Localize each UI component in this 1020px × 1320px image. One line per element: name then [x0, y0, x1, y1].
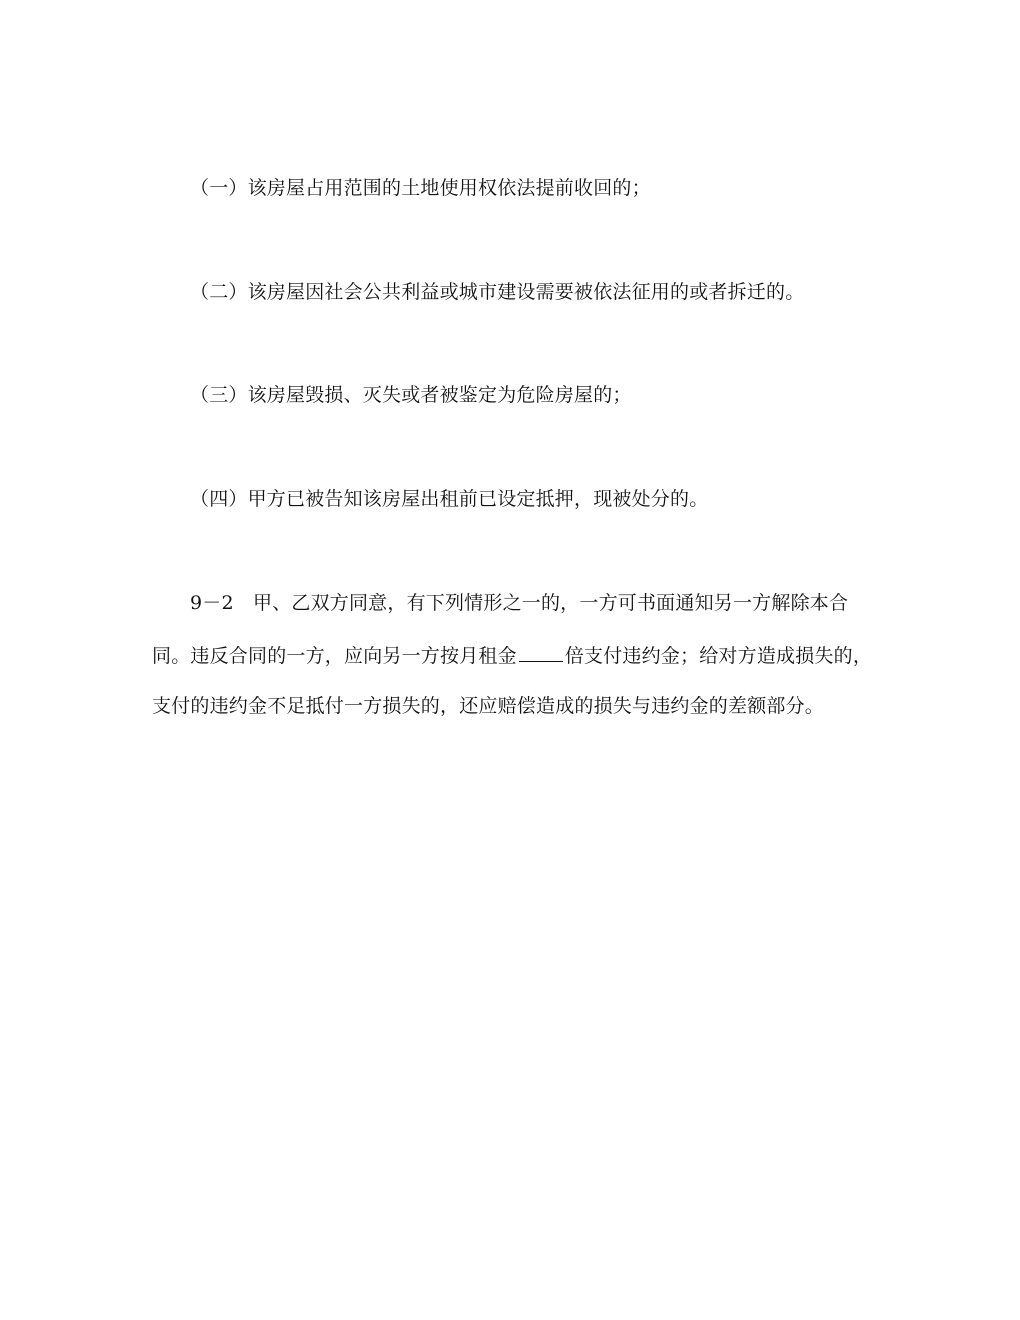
clause-line-2-after-blank: 倍支付违约金；给对方造成损失的， — [564, 645, 873, 667]
item-three: （三）该房屋毁损、灭失或者被鉴定为危险房屋的； — [190, 384, 632, 406]
item-one: （一）该房屋占用范围的土地使用权依法提前收回的； — [190, 177, 651, 199]
item-two: （二）该房屋因社会公共利益或城市建设需要被依法征用的或者拆迁的。 — [190, 281, 805, 303]
clause-line-2-before-blank: 同。违反合同的一方，应向另一方按月租金 — [152, 645, 517, 667]
fill-in-blank — [519, 643, 563, 662]
clause-9-2-line-3: 支付的违约金不足抵付一方损失的，还应赔偿造成的损失与违约金的差额部分。 — [152, 695, 825, 717]
item-four: （四）甲方已被告知该房屋出租前已设定抵押，现被处分的。 — [190, 488, 709, 510]
clause-9-2-line-2 — [152, 643, 872, 668]
clause-9-2-line-1: 9－2 甲、乙双方同意，有下列情形之一的，一方可书面通知另一方解除本合 — [190, 592, 849, 614]
